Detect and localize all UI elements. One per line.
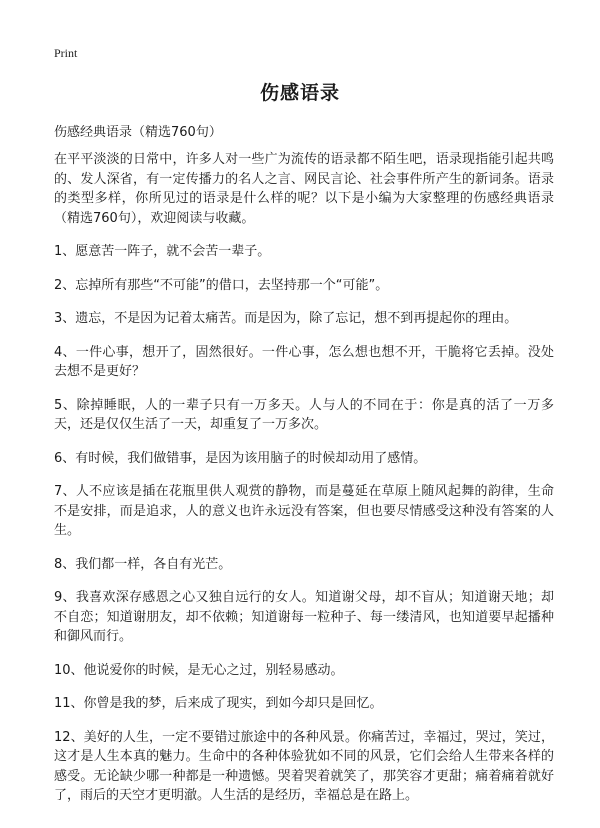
quote-item: 1、愿意苦一阵子，就不会苦一辈子。 (54, 244, 271, 259)
quote-item: 8、我们都一样，各自有光芒。 (54, 556, 232, 572)
quote-item: 7、人不应该是插在花瓶里供人观赏的静物，而是蔓延在草原上随风起舞的韵律，生命不是安排，而是追求，人的意义也许永远没有答案，但也要尽情感受这种没有答案的人生。 (54, 484, 554, 538)
quote-item: 11、你曾是我的梦，后来成了现实，到如今却只是回忆。 (54, 696, 383, 711)
quote-item: 9、我喜欢深存感恩之心又独自远行的女人。知道谢父母，却不盲从；知道谢天地；却不自恋；知道谢朋友，却不依赖；知道谢每一粒种子、每一缕清风，也知道要早起播种和御风而行。 (54, 590, 554, 644)
page-title: 伤感语录 (259, 82, 340, 104)
quote-item: 5、除掉睡眠，人的一辈子只有一万多天。人与人的不同在于：你是真的活了一万多天，还是仅仅生活了一天，却重复了一万多次。 (54, 397, 554, 432)
quote-item: 3、遗忘，不是因为记着太痛苦。而是因为，除了忘记，想不到再提起你的理由。 (54, 311, 518, 326)
quote-item: 12、美好的人生，一定不要错过旅途中的各种风景。你痛苦过，幸福过，哭过，笑过，这才是人生本真的魅力。生命中的各种体验犹如不同的风景，它们会给人生带来各样的感受。无论缺少哪一种都是一种遗憾。哭着哭着就笑了，那笑容才更甜；痛着痛着就好了，雨后的天空才更明澈。人生活的是经历，幸福总是在路上。 (54, 729, 554, 803)
document-subtitle: 伤感经典语录（精选760句） (54, 125, 222, 140)
quote-item: 4、一件心事，想开了，固然很好。一件心事，怎么想也想不开，干脆将它丢掉。没处去想不是更好？ (54, 344, 554, 379)
document-body (54, 150, 554, 820)
quote-item: 10、他说爱你的时候，是无心之过，别轻易感动。 (54, 662, 344, 678)
quote-item: 6、有时候，我们做错事，是因为该用脑子的时候却动用了感情。 (54, 450, 427, 466)
intro-paragraph: 在平平淡淡的日常中，许多人对一些广为流传的语录都不陌生吧，语录现指能引起共鸣的、发人深省，有一定传播力的名人之言、网民言论、社会事件所产生的新词条。语录的类型多样，你所见过的语录是什么样的呢？以下是小编为大家整理的伤感经典语录（精选760句），欢迎阅读与收藏。 (54, 152, 554, 226)
quote-item: 2、忘掉所有那些“不可能”的借口，去坚持那一个“可能”。 (54, 277, 389, 293)
print-link[interactable]: Print (54, 46, 78, 60)
